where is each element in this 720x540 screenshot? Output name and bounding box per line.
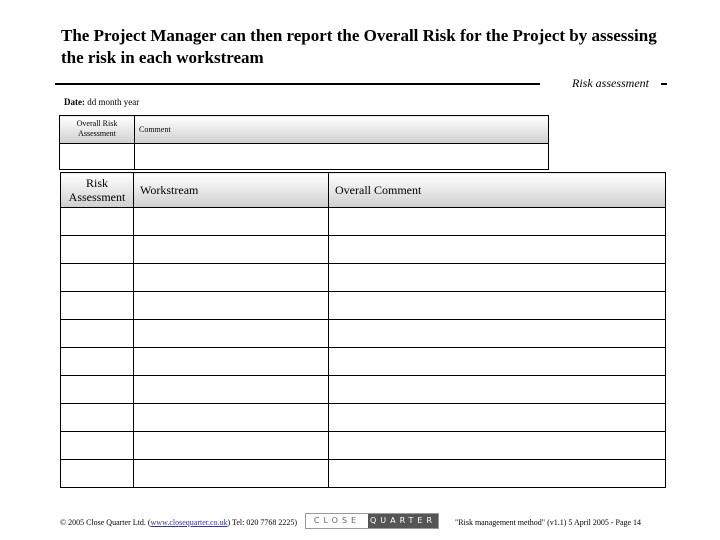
workstream-cell[interactable] <box>134 460 329 488</box>
section-dash <box>661 83 667 85</box>
date-value: dd month year <box>87 97 140 107</box>
workstream-cell[interactable] <box>134 320 329 348</box>
copyright-text: © 2005 Close Quarter Ltd. ( <box>60 518 151 527</box>
table-row <box>61 376 666 404</box>
risk-cell[interactable] <box>61 264 134 292</box>
comment-cell[interactable] <box>329 292 666 320</box>
overall-risk-row <box>60 144 549 170</box>
workstream-cell[interactable] <box>134 264 329 292</box>
comment-cell[interactable] <box>329 208 666 236</box>
comment-cell[interactable] <box>329 264 666 292</box>
comment-cell[interactable] <box>329 404 666 432</box>
table-row <box>61 264 666 292</box>
date-label: Date: <box>64 97 85 107</box>
close-quarter-logo <box>305 513 439 529</box>
overall-comment-header: Overall Comment <box>329 173 666 208</box>
comment-cell[interactable] <box>329 320 666 348</box>
workstream-cell[interactable] <box>134 376 329 404</box>
table-row <box>61 460 666 488</box>
overall-risk-table <box>59 115 549 170</box>
table-row <box>61 432 666 460</box>
workstream-table-body <box>61 208 666 488</box>
date-row <box>64 97 139 107</box>
risk-cell[interactable] <box>61 460 134 488</box>
workstream-cell[interactable] <box>134 432 329 460</box>
workstream-cell[interactable] <box>134 236 329 264</box>
table-row <box>61 236 666 264</box>
overall-comment-cell[interactable] <box>135 144 549 170</box>
risk-cell[interactable] <box>61 348 134 376</box>
table-row <box>61 292 666 320</box>
risk-cell[interactable] <box>61 432 134 460</box>
footer-copyright <box>60 518 297 527</box>
table-row <box>61 404 666 432</box>
phone-text: ) Tel: 020 7768 2225) <box>227 518 298 527</box>
comment-cell[interactable] <box>329 348 666 376</box>
logo-close: CLOSE <box>306 514 368 528</box>
table-row <box>61 348 666 376</box>
title-rule <box>55 83 540 85</box>
risk-cell[interactable] <box>61 236 134 264</box>
workstream-cell[interactable] <box>134 404 329 432</box>
risk-cell[interactable] <box>61 292 134 320</box>
logo-quarter: QUARTER <box>368 514 438 528</box>
workstream-cell[interactable] <box>134 208 329 236</box>
workstream-risk-table <box>60 172 666 488</box>
workstream-header-row <box>61 173 666 208</box>
section-label: Risk assessment <box>572 76 649 90</box>
risk-cell[interactable] <box>61 320 134 348</box>
slide-title: The Project Manager can then report the Overall Risk for the Project by assessing the risk in each workstream <box>61 26 657 67</box>
workstream-cell[interactable] <box>134 348 329 376</box>
workstream-cell[interactable] <box>134 292 329 320</box>
risk-assessment-header: Risk Assessment <box>61 173 134 208</box>
table-row <box>61 320 666 348</box>
overall-risk-header-row <box>60 116 549 144</box>
overall-risk-cell[interactable] <box>60 144 135 170</box>
table-row <box>61 208 666 236</box>
workstream-header: Workstream <box>134 173 329 208</box>
comment-header: Comment <box>135 116 549 144</box>
comment-cell[interactable] <box>329 236 666 264</box>
overall-risk-assessment-header: Overall Risk Assessment <box>60 116 135 144</box>
footer-doc-info: "Risk management method" (v1.1) 5 April 2005 - Page 14 <box>455 518 642 527</box>
comment-cell[interactable] <box>329 376 666 404</box>
risk-cell[interactable] <box>61 404 134 432</box>
website-link[interactable]: www.closequarter.co.uk <box>150 518 228 527</box>
comment-cell[interactable] <box>329 432 666 460</box>
comment-cell[interactable] <box>329 460 666 488</box>
risk-cell[interactable] <box>61 208 134 236</box>
risk-cell[interactable] <box>61 376 134 404</box>
